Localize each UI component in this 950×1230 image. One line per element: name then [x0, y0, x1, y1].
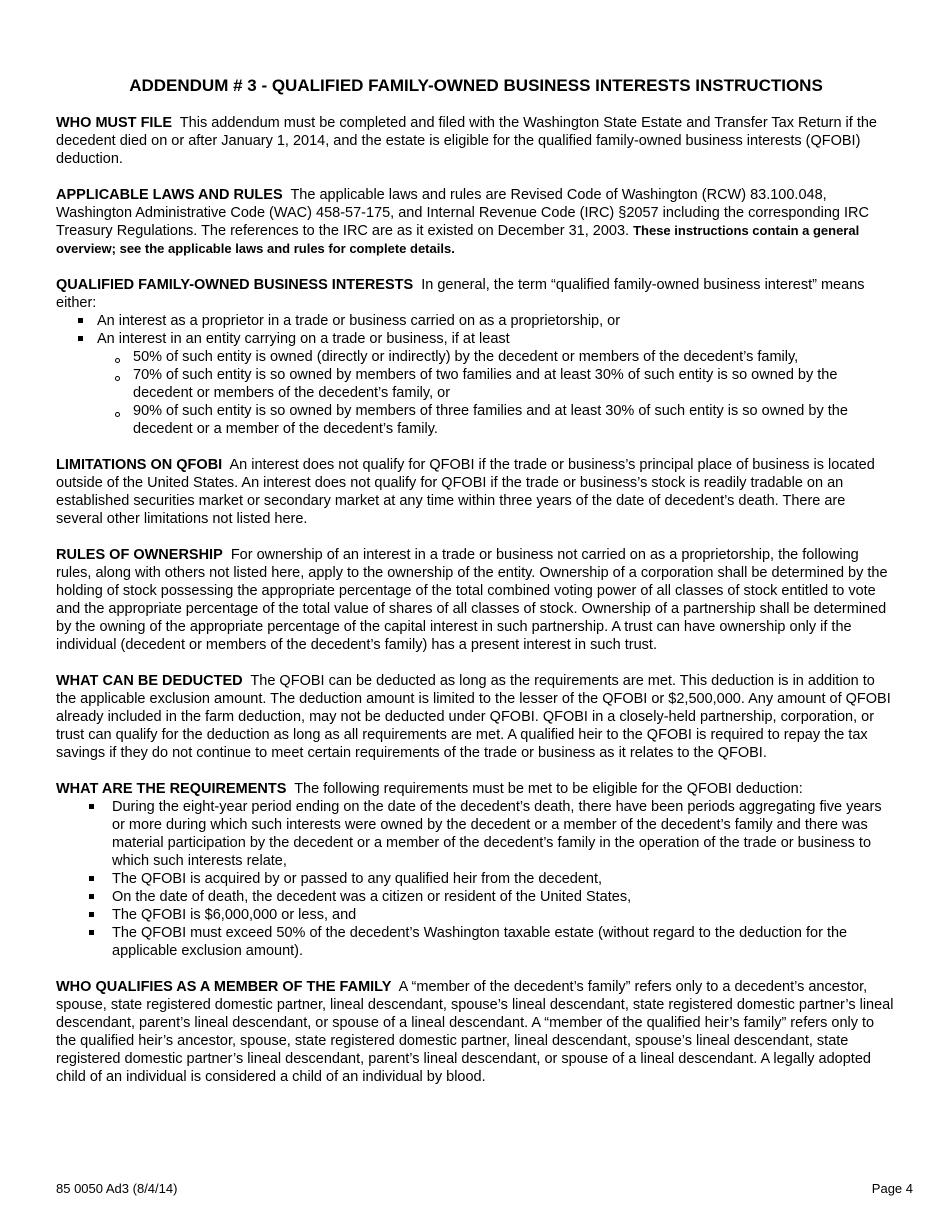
section-text: This addendum must be completed and filed with the Washington State Estate and Transfer Tax Return if the decedent died on or after January 1, 2014, and the estate is eligible for the qualified family-owned business interests (QFOBI) deduction. — [56, 115, 877, 167]
section-heading: WHO MUST FILE — [56, 115, 172, 131]
section-heading: QUALIFIED FAMILY-OWNED BUSINESS INTERESTS — [56, 277, 414, 293]
form-id: 85 0050 Ad3 (8/4/14) — [56, 1181, 178, 1196]
document-page — [56, 76, 896, 1104]
section-text: For ownership of an interest in a trade or business not carried on as a proprietorship, the following rules, along with others not listed here, apply to the ownership of the entity. Ownership of a corporation shall be determined by the holding of stock possessing the appropriate percentage of the total combined voting power of all classes of stock entitled to vote and the appropriate percentage of the total value of shares of all classes of stock. Ownership of a partnership shall be determined by the owning of the appropriate percentage of the capital interest in such partnership. A trust can have ownership only if the individual (decedent or members of the decedent’s family) has a present interest in such trust. — [56, 547, 888, 653]
section-heading: WHAT ARE THE REQUIREMENTS — [56, 781, 287, 797]
section-heading: LIMITATIONS ON QFOBI — [56, 457, 223, 473]
list-item: The QFOBI is $6,000,000 or less, and — [89, 906, 896, 924]
section-text: In general, the term “qualified family-owned business interest” means either: — [56, 277, 865, 311]
paragraph — [56, 978, 896, 1086]
list-item: During the eight-year period ending on the date of the decedent’s death, there have been periods aggregating five years or more during which such interests were owned by the decedent or a member of the decedent’s family and there was material participation by the decedent or a member of the decedent’s family in the operation of the trade or business to which such interests relate, — [89, 798, 896, 870]
section-what-can-be-deducted — [56, 672, 896, 762]
section-text: An interest does not qualify for QFOBI if the trade or business’s principal place of business is located outside of the United States. An interest does not qualify for QFOBI if the trade or business’s stock is readily tradable on an established securities market or secondary market at any time within three years of the date of decedent’s death. There are several other limitations not listed here. — [56, 457, 875, 527]
paragraph — [56, 114, 896, 168]
section-heading: WHAT CAN BE DEDUCTED — [56, 673, 243, 689]
sub-bullet-list — [97, 348, 896, 438]
list-item: The QFOBI is acquired by or passed to any qualified heir from the decedent, — [89, 870, 896, 888]
section-heading: WHO QUALIFIES AS A MEMBER OF THE FAMILY — [56, 979, 392, 995]
section-text: A “member of the decedent’s family” refers only to a decedent’s ancestor, spouse, state registered domestic partner, lineal descendant, spouse’s lineal descendant, state registered domestic partner’s lineal descendant, parent’s lineal descendant, or spouse of a lineal descendant. A “member of the qualified heir’s family” refers only to the qualified heir’s ancestor, spouse, state registered domestic partner, lineal descendant, spouse’s lineal descendant, state registered domestic partner’s lineal descendant, parent’s lineal descendant, or spouse of a lineal descendant. A legally adopted child of an individual is considered a child of an individual by blood. — [56, 979, 894, 1085]
section-limitations — [56, 456, 896, 528]
section-heading: RULES OF OWNERSHIP — [56, 547, 223, 563]
paragraph — [56, 186, 896, 258]
section-note: These instructions contain a general overview; see the applicable laws and rules for complete details. — [56, 223, 860, 256]
section-requirements — [56, 780, 896, 960]
section-heading: APPLICABLE LAWS AND RULES — [56, 187, 283, 203]
sub-list-item: 90% of such entity is so owned by members of three families and at least 30% of such entity is so owned by the decedent or a member of the decedent’s family. — [114, 402, 896, 438]
list-item — [78, 330, 896, 438]
bullet-list — [56, 798, 896, 960]
section-applicable-laws — [56, 186, 896, 258]
section-text: The following requirements must be met to be eligible for the QFOBI deduction: — [294, 781, 803, 797]
section-text: The QFOBI can be deducted as long as the requirements are met. This deduction is in addition to the applicable exclusion amount. The deduction amount is limited to the lesser of the QFOBI or $2,500,000. Any amount of QFOBI already included in the farm deduction, may not be deducted under QFOBI. QFOBI in a closely-held partnership, corporation, or trust can qualify for the deduction as long as all requirements are met. A qualified heir to the QFOBI is required to repay the tax savings if they do not continue to meet certain requirements of the trade or business as it relates to the QFOBI. — [56, 673, 891, 761]
list-item: On the date of death, the decedent was a citizen or resident of the United States, — [89, 888, 896, 906]
paragraph — [56, 546, 896, 654]
list-item-text: An interest in an entity carrying on a trade or business, if at least — [97, 331, 510, 347]
sub-list-item: 70% of such entity is so owned by members of two families and at least 30% of such entity is so owned by the decedent or members of the decedent’s family, or — [114, 366, 896, 402]
page-number: Page 4 — [871, 1181, 913, 1196]
paragraph — [56, 276, 896, 312]
sub-list-item: 50% of such entity is owned (directly or indirectly) by the decedent or members of the decedent’s family, — [114, 348, 896, 366]
section-who-must-file — [56, 114, 896, 168]
page-title: ADDENDUM # 3 - QUALIFIED FAMILY-OWNED BUSINESS INTERESTS INSTRUCTIONS — [129, 76, 823, 95]
section-rules-of-ownership — [56, 546, 896, 654]
section-qfobi — [56, 276, 896, 438]
section-member-of-family — [56, 978, 896, 1086]
bullet-list — [56, 312, 896, 438]
list-item: An interest as a proprietor in a trade or business carried on as a proprietorship, or — [78, 312, 896, 330]
paragraph — [56, 456, 896, 528]
list-item: The QFOBI must exceed 50% of the decedent’s Washington taxable estate (without regard to the deduction for the applicable exclusion amount). — [89, 924, 896, 960]
paragraph — [56, 672, 896, 762]
section-text: The applicable laws and rules are Revised Code of Washington (RCW) 83.100.048, Washington Administrative Code (WAC) 458-57-175, and Internal Revenue Code (IRC) §2057 including the corresponding IRC Treasury Regulations. The references to the IRC are as it existed on December 31, 2003. — [56, 187, 869, 239]
paragraph — [56, 780, 896, 798]
